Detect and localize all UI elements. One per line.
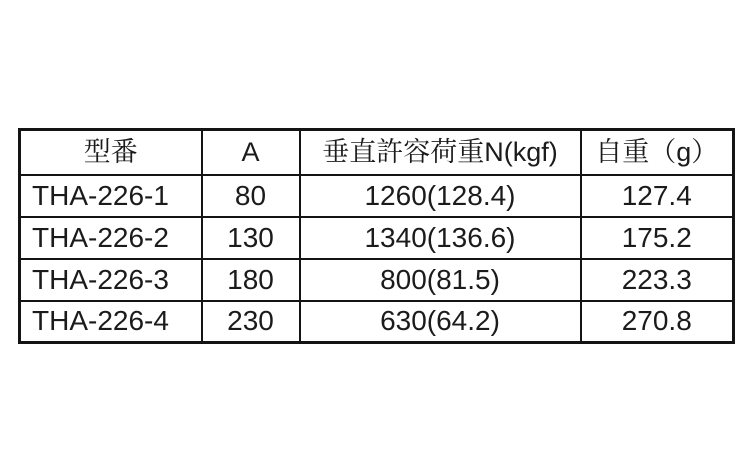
cell-a: 80 [202, 175, 300, 217]
cell-load: 1340(136.6) [300, 217, 581, 259]
cell-model: THA-226-1 [20, 175, 202, 217]
cell-weight: 175.2 [581, 217, 734, 259]
cell-load: 630(64.2) [300, 301, 581, 343]
cell-load: 1260(128.4) [300, 175, 581, 217]
table-row [20, 217, 734, 259]
cell-weight: 270.8 [581, 301, 734, 343]
cell-weight: 127.4 [581, 175, 734, 217]
table-row [20, 259, 734, 301]
table-row [20, 175, 734, 217]
header-row [20, 130, 734, 175]
table-row [20, 301, 734, 343]
spec-table [18, 128, 735, 344]
cell-load: 800(81.5) [300, 259, 581, 301]
cell-model: THA-226-3 [20, 259, 202, 301]
cell-model: THA-226-2 [20, 217, 202, 259]
col-header-a: A [202, 130, 300, 175]
col-header-load: 垂直許容荷重N(kgf) [300, 130, 581, 175]
cell-a: 180 [202, 259, 300, 301]
cell-model: THA-226-4 [20, 301, 202, 343]
table-body [20, 175, 734, 343]
cell-a: 130 [202, 217, 300, 259]
cell-a: 230 [202, 301, 300, 343]
cell-weight: 223.3 [581, 259, 734, 301]
col-header-weight: 自重（g） [581, 130, 734, 175]
col-header-model: 型番 [20, 130, 202, 175]
